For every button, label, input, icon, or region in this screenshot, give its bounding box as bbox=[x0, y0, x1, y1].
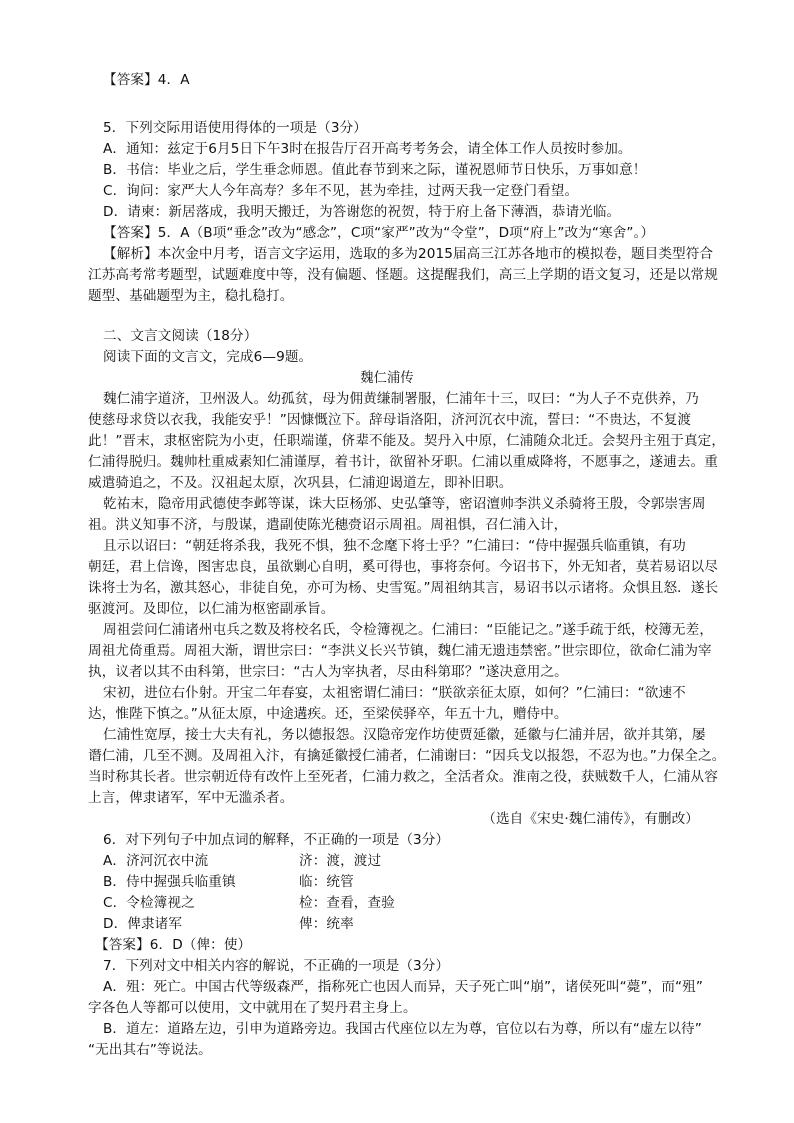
question-6-option-a-gloss: 济：渡，渡过 bbox=[299, 853, 382, 869]
question-5-option-c: C．询问：家严大人今年高寿？多年不见，甚为牵挂，过两天我一定登门看望。 bbox=[103, 183, 579, 199]
question-5-option-a: A．通知：兹定于6月5日下午3时在报告厅召开高考考务会，请全体工作人员按时参加。 bbox=[103, 141, 632, 157]
passage-line: 周祖尤倚重焉。周祖大渐，谓世宗曰：“李洪义长兴节镇，魏仁浦无遗违禁密。”世宗即位，欲命仁浦为宰 bbox=[88, 643, 712, 659]
question-6-option-b: B．侍中握强兵临重镇 bbox=[103, 874, 236, 890]
analysis-line-2: 江苏高考常考题型，试题难度中等，没有偏题、怪题。这提醒我们，高三上学期的语文复习，还是以常规 bbox=[88, 267, 718, 283]
question-6-option-d-gloss: 俾：统率 bbox=[299, 916, 354, 932]
answer-q6: 【答案】6．D（俾：使） bbox=[95, 937, 252, 953]
passage-line: 朝廷，君上信谗，图害忠良，虽欲剿心自明，奚可得也，事将奈何。今诏书下，外无知者，莫若易诏以尽 bbox=[88, 559, 718, 575]
question-7-option-a-line-1: A．殂：死亡。中国古代等级森严，指称死亡也因人而异，天子死亡叫“崩”，诸侯死叫“薨”，而“殂” bbox=[103, 979, 704, 995]
passage-line: 上言，俾隶诸军，军中无滥杀者。 bbox=[88, 790, 294, 806]
passage-line: 此！”晋末，隶枢密院为小吏，任职端谨，侪辈不能及。契丹入中原，仁浦随众北迁。会契丹主殂于真定， bbox=[88, 433, 726, 449]
question-7-option-b-line-2: “无出其右”等说法。 bbox=[88, 1042, 212, 1058]
passage-source: （选自《宋史·魏仁浦传》，有删改） bbox=[482, 811, 699, 827]
question-7-stem: 7．下列对文中相关内容的解说，不正确的一项是（3分） bbox=[103, 958, 450, 974]
question-5-option-b: B．书信：毕业之后，学生垂念师恩。值此春节到来之际，谨祝恩师节日快乐，万事如意！ bbox=[103, 162, 647, 178]
question-6-option-c-gloss: 检：查看，查验 bbox=[299, 895, 395, 911]
question-6-option-a: A．济河沉衣中流 bbox=[103, 853, 209, 869]
passage-line: 且示以诏曰：“朝廷将杀我，我死不惧，独不念麾下将士乎？”仁浦曰：“侍中握强兵临重镇，有功 bbox=[103, 538, 686, 554]
question-6-option-c: C．令检簿视之 bbox=[103, 895, 195, 911]
passage-line: 仁浦得脱归。魏帅杜重威素知仁浦谨厚，着书计，欲留补牙职。仁浦以重威降将，不愿事之，遂逋去。重 bbox=[88, 454, 718, 470]
passage-line: 执，议者以其不由科第，世宗曰：“古人为宰执者，尽由科第耶？”遂决意用之。 bbox=[88, 664, 568, 680]
section-instruction: 阅读下面的文言文，完成6—9题。 bbox=[103, 349, 313, 365]
question-7-option-b-line-1: B．道左：道路左边，引申为道路旁边。我国古代座位以左为尊，官位以右为尊，所以有“虚左以待” bbox=[103, 1021, 702, 1037]
passage-line: 魏仁浦字道济，卫州汲人。幼孤贫，母为佣黄缣制署服，仁浦年十三，叹曰：“为人子不克供养，乃 bbox=[103, 391, 699, 407]
passage-line: 使慈母求贷以衣我，我能安乎！”因慷慨泣下。辞母诣洛阳，济河沉衣中流，誓曰：“不贵达，不复渡 bbox=[88, 412, 692, 428]
passage-line: 宋初，进位右仆射。开宝二年春宴，太祖密谓仁浦曰：“朕欲亲征太原，如何？”仁浦曰：“欲速不 bbox=[103, 685, 686, 701]
passage-line: 乾祐末，隐帝用武德使李邺等谋，诛大臣杨邠、史弘肇等，密诏澶帅李洪义杀骑将王殷，令郭崇害周 bbox=[103, 496, 706, 512]
answer-q5: 【答案】5．A（B项“垂念”改为“感念”，C项“家严”改为“令堂”，D项“府上”改为“寒舍”。） bbox=[103, 225, 655, 241]
question-7-option-a-line-2: 字各色人等都可以使用，文中就用在了契丹君主身上。 bbox=[88, 1000, 417, 1016]
passage-line: 周祖尝问仁浦诸州屯兵之数及将校名氏，令检簿视之。仁浦曰：“臣能记之。”遂手疏于纸，校簿无差， bbox=[103, 622, 714, 638]
question-5-option-d: D．请柬：新居落成，我明天搬迁，为答谢您的祝贺，特于府上备下薄酒，恭请光临。 bbox=[103, 204, 621, 220]
question-6-option-b-gloss: 临：统管 bbox=[299, 874, 354, 890]
passage-line: 仁浦性宽厚，接士大夫有礼，务以德报怨。汉隐帝宠作坊使贾延徽，延徽与仁浦并居，欲并其第，屡 bbox=[103, 727, 706, 743]
passage-line: 谮仁浦，几至不测。及周祖入汴，有擒延徽授仁浦者，仁浦谢曰：“因兵戈以报怨，不忍为也。”力保全之。 bbox=[88, 748, 726, 764]
analysis-line-3: 题型、基础题型为主，稳扎稳打。 bbox=[88, 288, 294, 304]
passage-line: 诛将士为名，激其怒心，非徒自免，亦可为杨、史雪冤。”周祖纳其言，易诏书以示诸将。众惧且怒．遂长 bbox=[88, 580, 719, 596]
answer-q4: 【答案】4．A bbox=[103, 72, 190, 88]
passage-title: 魏仁浦传 bbox=[360, 370, 414, 386]
section-heading: 二、文言文阅读（18分） bbox=[103, 328, 258, 344]
question-6-stem: 6．对下列句子中加点词的解释，不正确的一项是（3分） bbox=[103, 832, 450, 848]
passage-line: 祖。洪义知事不济，与殷谋，遣副使陈光穗赍诏示周祖。周祖惧，召仁浦入计， bbox=[88, 517, 568, 533]
passage-line: 达，惟陛下慎之。”从征太原，中途遘疾。还，至梁侯驿卒，年五十九，赠侍中。 bbox=[88, 706, 568, 722]
question-6-option-d: D．俾隶诸军 bbox=[103, 916, 183, 932]
question-5-stem: 5．下列交际用语使用得体的一项是（3分） bbox=[103, 120, 367, 136]
passage-line: 驱渡河。及即位，以仁浦为枢密副承旨。 bbox=[88, 601, 335, 617]
analysis-line-1: 【解析】本次金中月考，语言文字运用，选取的多为2015届高三江苏各地市的模拟卷，题目类型符合 bbox=[103, 246, 714, 262]
passage-line: 当时称其长者。世宗朝近侍有改忤上至死者，仁浦力救之，全活者众。淮南之役，获贼数千人，仁浦从容 bbox=[88, 769, 718, 785]
passage-line: 威遣骑追之，不及。汉祖起太原，次巩县，仁浦迎谒道左，即补旧职。 bbox=[88, 475, 513, 491]
